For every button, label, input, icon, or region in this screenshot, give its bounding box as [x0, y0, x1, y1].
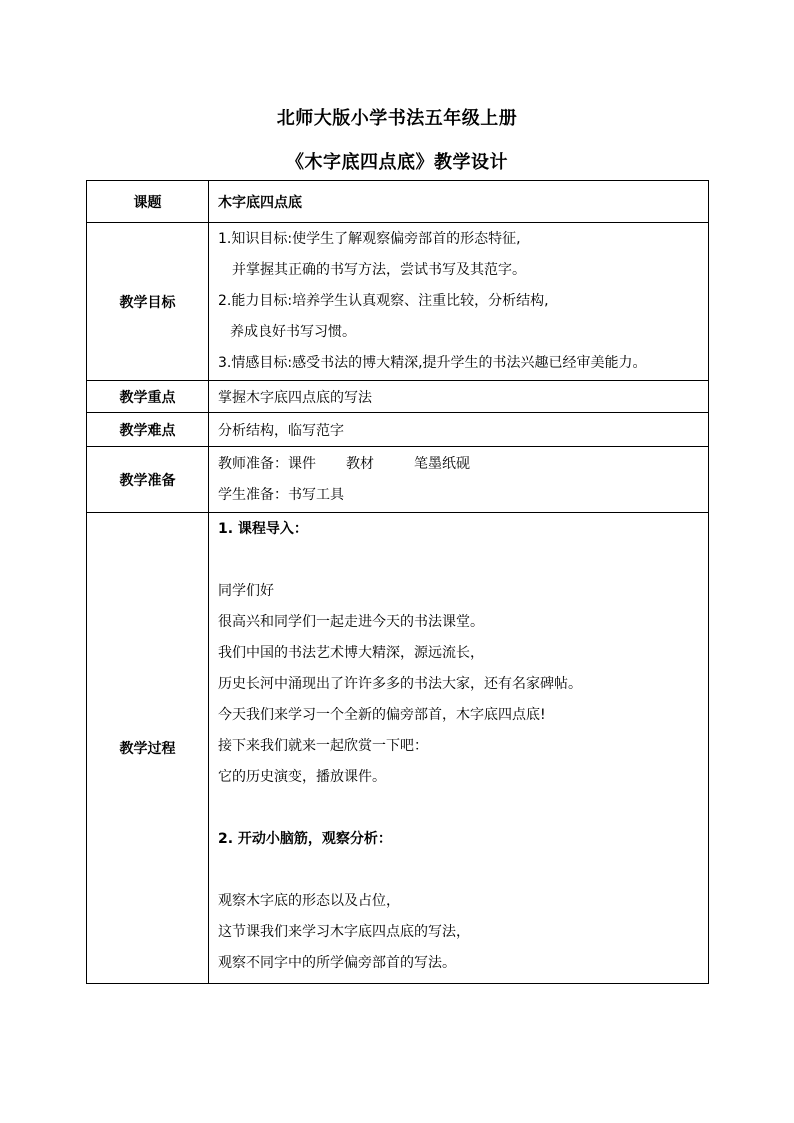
- value-key-points: 掌握木字底四点底的写法: [209, 381, 709, 413]
- table-row-process: [87, 513, 709, 984]
- section-heading: 1. 课程导入：: [218, 521, 308, 537]
- lesson-plan-table: [86, 180, 709, 984]
- document-subtitle: 《木字底四点底》教学设计: [286, 152, 508, 173]
- process-line: 很高兴和同学们一起走进今天的书法课堂。: [218, 614, 484, 630]
- value-topic: 木字底四点底: [209, 181, 709, 223]
- value-difficulties: 分析结构，临写范字: [209, 413, 709, 447]
- process-line: 这节课我们来学习木字底四点底的写法，: [218, 924, 470, 940]
- goal-line: 1.知识目标:使学生了解观察偏旁部首的形态特征,: [218, 231, 521, 247]
- teacher-preparation: [218, 449, 708, 480]
- process-line: 今天我们来学习一个全新的偏旁部首，木字底四点底!: [218, 707, 546, 723]
- process-line: 观察木字底的形态以及占位，: [218, 893, 400, 909]
- label-topic: 课题: [87, 181, 209, 223]
- process-line: 它的历史演变，播放课件。: [218, 769, 386, 785]
- process-line: 接下来我们就来一起欣赏一下吧：: [218, 738, 428, 754]
- blank-line: [218, 855, 708, 886]
- table-row-difficulties: [87, 413, 709, 447]
- goal-line: 养成良好书写习惯。: [230, 324, 356, 340]
- teacher-prep-prefix: 教师准备：课件: [218, 455, 316, 472]
- value-goals: [209, 223, 709, 381]
- table-row-topic: [87, 181, 709, 223]
- label-difficulties: 教学难点: [87, 413, 209, 447]
- document-title: 北师大版小学书法五年级上册: [276, 108, 518, 129]
- process-line: 历史长河中涌现出了许许多多的书法大家，还有名家碑帖。: [218, 676, 582, 692]
- label-key-points: 教学重点: [87, 381, 209, 413]
- teacher-prep-item: 笔墨纸砚: [414, 455, 470, 472]
- table-row-key-points: [87, 381, 709, 413]
- goal-line: 并掌握其正确的书写方法，尝试书写及其范字。: [232, 262, 526, 278]
- label-preparation: 教学准备: [87, 447, 209, 513]
- value-process: [209, 513, 709, 984]
- blank-line: [218, 545, 708, 576]
- student-preparation: 学生准备：书写工具: [218, 486, 344, 503]
- table-row-preparation: [87, 447, 709, 513]
- goal-line: 3.情感目标:感受书法的博大精深,提升学生的书法兴趣已经审美能力。: [218, 355, 647, 371]
- label-process: 教学过程: [87, 513, 209, 984]
- blank-line: [218, 793, 708, 824]
- section-heading: 2. 开动小脑筋，观察分析：: [218, 831, 392, 847]
- process-line: 我们中国的书法艺术博大精深，源远流长，: [218, 645, 484, 661]
- value-preparation: [209, 447, 709, 513]
- label-goals: 教学目标: [87, 223, 209, 381]
- goal-line: 2.能力目标:培养学生认真观察、注重比较，分析结构,: [218, 293, 549, 309]
- table-row-goals: [87, 223, 709, 381]
- teacher-prep-item: 教材: [346, 455, 374, 472]
- process-line: 同学们好: [218, 583, 274, 599]
- process-line: 观察不同字中的所学偏旁部首的写法。: [218, 955, 456, 971]
